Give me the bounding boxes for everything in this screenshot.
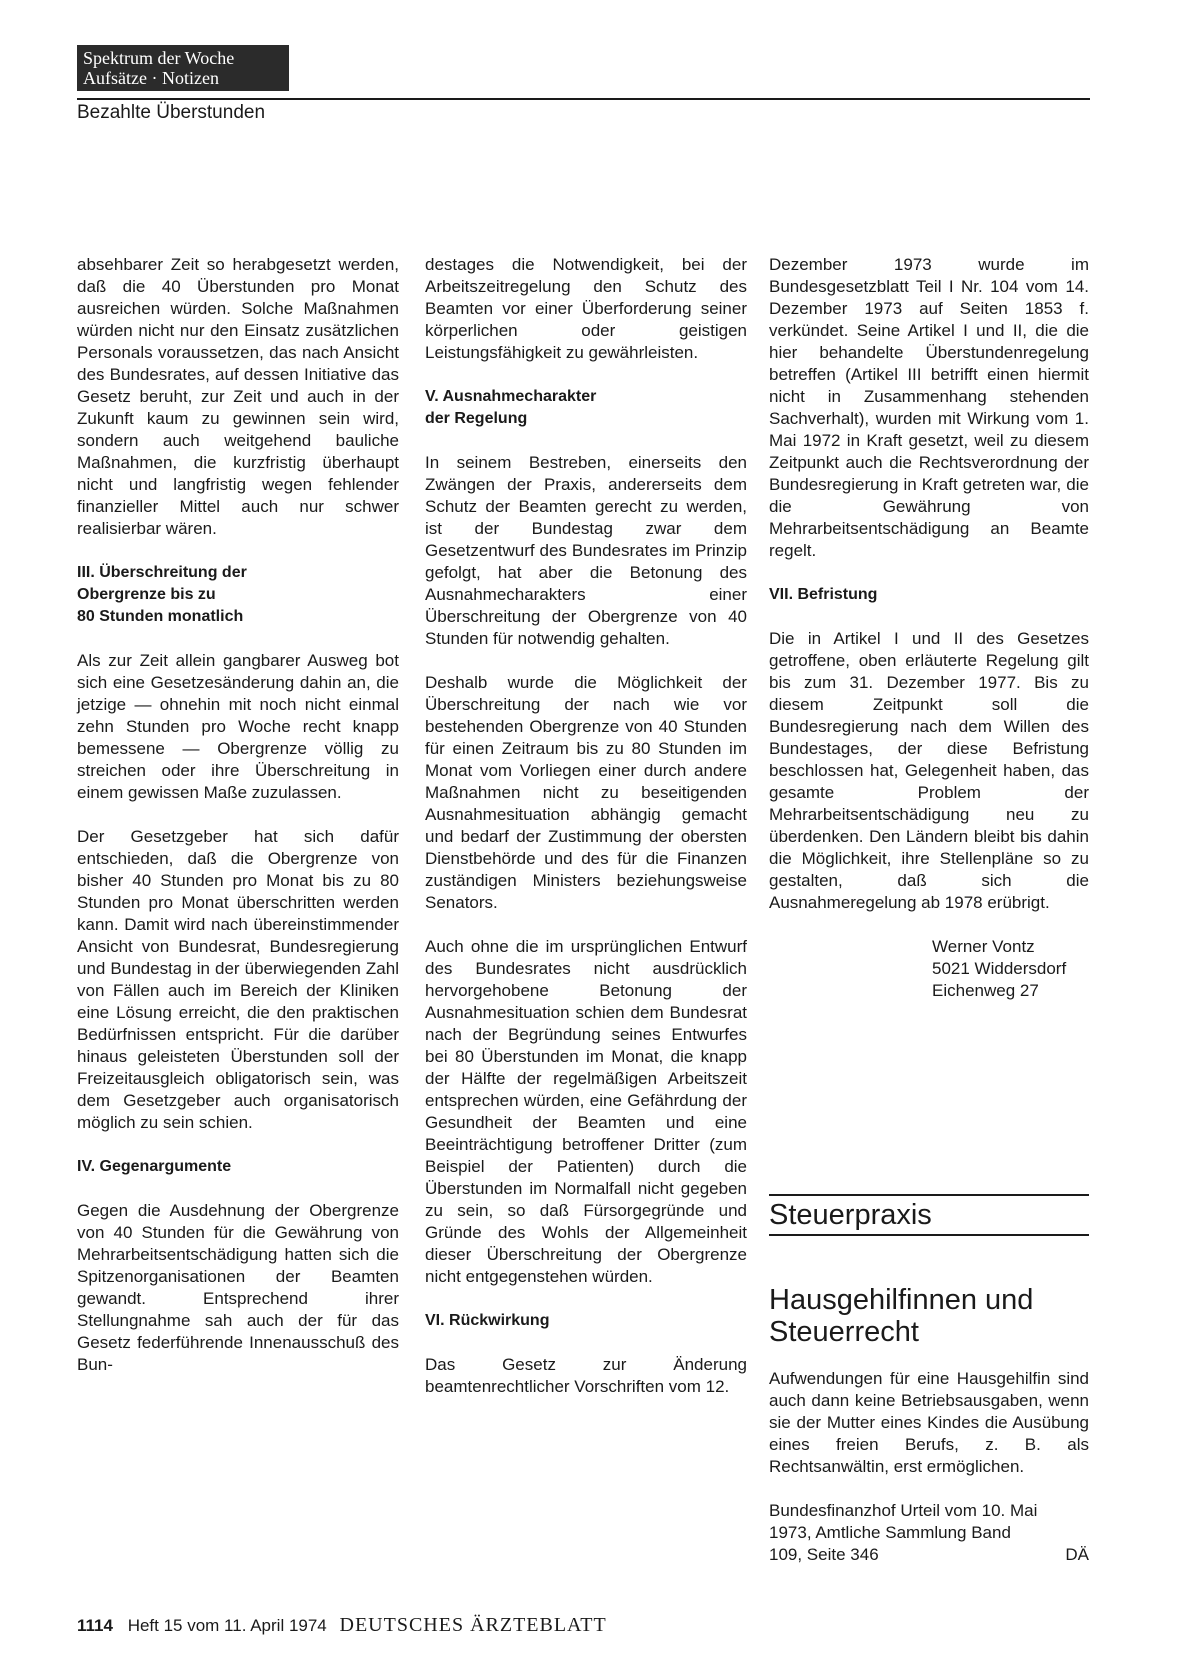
paragraph: Dezember 1973 wurde im Bundesgesetzblatt Teil I Nr. 104 vom 14. Dezember 1973 auf Seiten 1853 f. verkündet. Seine Artikel I und II, die die hier behandelte Überstundenregelung betreffen (Artikel III betrifft einen hiermit nicht in Zusammenhang stehenden Sachverhalt), wurden mit Wirkung vom 1. Mai 1972 in Kraft gesetzt, weil zu diesem Zeitpunkt auch die Rechtsverordnung der Bundesregierung in Kraft getreten war, die die Gewährung von Mehrarbeitsentschädigung an Beamte regelt. (769, 255, 1089, 560)
article-body (769, 1368, 1089, 1566)
paragraph: absehbarer Zeit so herabgesetzt werden, daß die 40 Überstunden pro Monat ausreichen würden. Solche Maßnahmen würden nicht nur den Einsatz zusätzlichen Personals voraussetzen, das nach Ansicht des Bundesrates, auf dessen Initiative das Gesetz beruht, zur Zeit und auch in der Zukunft kaum zu gewinnen sein wird, sondern auch weitgehend bauliche Maßnahmen, die kurzfristig überhaupt nicht und langfristig wegen fehlender finanzieller Mittel auch nur schwer realisierbar wären. (77, 255, 399, 538)
paragraph: Der Gesetzgeber hat sich dafür entschieden, daß die Obergrenze von bisher 40 Stunden pro Monat bis zu 80 Stunden pro Monat überschritten werden kann. Damit wird nach übereinstimmender Ansicht von Bundesrat, Bundesregierung und Bundestag in der überwiegenden Zahl von Fällen auch im Bereich der Kliniken eine Lösung erreicht, die den praktischen Bedürfnissen entspricht. Für die darüber hinaus geleisteten Überstunden soll der Freizeitausgleich obligatorisch sein, was dem Gesetzgeber auch organisatorisch möglich zu sein schien. (77, 827, 399, 1132)
issue-info: Heft 15 vom 11. April 1974 (127, 1616, 327, 1635)
section-heading-iv: IV. Gegenargumente (77, 1158, 232, 1175)
section-heading-iii: III. Überschreitung der Obergrenze bis zu 80 Stunden monatlich (77, 564, 247, 625)
author-name: Werner Vontz (932, 937, 1035, 956)
paragraph: Das Gesetz zur Änderung beamtenrechtlicher Vorschriften vom 12. (425, 1355, 747, 1396)
paragraph: Gegen die Ausdehnung der Obergrenze von 40 Stunden für die Gewährung von Mehrarbeitsentschädigung hatten sich die Spitzenorganisationen der Beamten gewandt. Entsprechend ihrer Stellungnahme sah auch der für das Gesetz federführende Innenausschuß des Bun- (77, 1201, 399, 1374)
section-heading-vii: VII. Befristung (769, 586, 878, 603)
source-citation: Bundesfinanzhof Urteil vom 10. Mai 1973, Amtliche Sammlung Band 109, Seite 346 DÄ (769, 1501, 1089, 1564)
section-label-line2: Aufsätze · Notizen (83, 68, 219, 88)
paragraph: destages die Notwendigkeit, bei der Arbeitszeitregelung den Schutz des Beamten vor einer Überforderung seiner körperlichen oder geistigen Leistungsfähigkeit zu gewährleisten. (425, 255, 747, 362)
article-topic: Bezahlte Überstunden (77, 102, 266, 123)
section-label (77, 45, 289, 91)
section-heading-v: V. Ausnahmecharakter der Regelung (425, 388, 597, 427)
article-summary: Aufwendungen für eine Hausgehilfin sind auch dann keine Betriebsausgaben, wenn sie der Mutter eines Kindes die Ausübung eines freien Berufs, z. B. als Rechtsanwältin, erst ermöglichen. (769, 1369, 1089, 1476)
author-initials: DÄ (1065, 1545, 1089, 1564)
rubric-title: Steuerpraxis (769, 1199, 932, 1231)
paragraph: Die in Artikel I und II des Gesetzes getroffene, oben erläuterte Regelung gilt bis zum 31. Dezember 1977. Bis zu diesem Zeitpunkt soll die Bundesregierung nach dem Willen des Bundestages, der diese Befristung beschlossen hat, Gelegenheit haben, das gesamte Problem der Mehrarbeitsentschädigung neu zu überdenken. Den Ländern bleibt bis dahin die Möglichkeit, ihre Stellenpläne so zu gestalten, daß sich die Ausnahmeregelung ab 1978 erübrigt. (769, 629, 1089, 912)
rubric-rule-bottom (769, 1234, 1089, 1236)
author-street: Eichenweg 27 (932, 981, 1039, 1000)
paragraph: Als zur Zeit allein gangbarer Ausweg bot sich eine Gesetzesänderung dahin an, die jetzige — ohnehin mit noch nicht einmal zehn Stunden pro Woche recht knapp bemessene — Obergrenze völlig zu streichen oder ihre Überschreitung in einem gewissen Maße zuzulassen. (77, 651, 399, 802)
column-3 (769, 254, 1089, 1002)
article-title: Hausgehilfinnen und Steuerrecht (769, 1284, 1034, 1348)
header-rule (77, 98, 1090, 100)
rubric-rule-top (769, 1194, 1089, 1196)
section-heading-vi: VI. Rückwirkung (425, 1312, 550, 1329)
column-1 (77, 254, 399, 1398)
column-2 (425, 254, 747, 1420)
author-signature (932, 936, 1089, 1002)
paragraph: In seinem Bestreben, einerseits den Zwängen der Praxis, andererseits dem Schutz der Beamten gerecht zu werden, ist der Bundestag zwar dem Gesetzentwurf des Bundesrates im Prinzip gefolgt, hat aber die Betonung des Ausnahmecharakters einer Überschreitung der Obergrenze von 40 Stunden für notwendig gehalten. (425, 453, 747, 648)
paragraph: Auch ohne die im ursprünglichen Entwurf des Bundesrates nicht ausdrücklich hervorgehobene Betonung der Ausnahmesituation schien dem Bundesrat nach der Begründung seines Entwurfes bei 80 Überstunden im Monat, die knapp der Hälfte der regelmäßigen Arbeitszeit entsprechen würden, eine Gefährdung der Gesundheit der Beamten und eine Beeinträchtigung betroffener Dritter (zum Beispiel der Patienten) durch die Überstunden im Normalfall nicht gegeben zu sein, so daß Fürsorgegründe und Gründe des Wohls der Allgemeinheit dieser Überschreitung der Obergrenze nicht entgegenstehen würden. (425, 937, 747, 1286)
author-city: 5021 Widdersdorf (932, 959, 1067, 978)
page-number: 1114 (77, 1616, 113, 1635)
section-label-line1: Spektrum der Woche (83, 48, 235, 68)
page-footer (77, 1614, 607, 1637)
journal-name: DEUTSCHES ÄRZTEBLATT (339, 1614, 607, 1636)
paragraph: Deshalb wurde die Möglichkeit der Überschreitung der nach wie vor bestehenden Obergrenze von 40 Stunden für einen Zeitraum bis zu 80 Stunden im Monat vom Vorliegen einer durch andere Maßnahmen nicht zu beseitigenden Ausnahmesituation abhängig gemacht und bedarf der Zustimmung der obersten Dienstbehörde und des für die Finanzen zuständigen Ministers beziehungsweise Senators. (425, 673, 747, 912)
